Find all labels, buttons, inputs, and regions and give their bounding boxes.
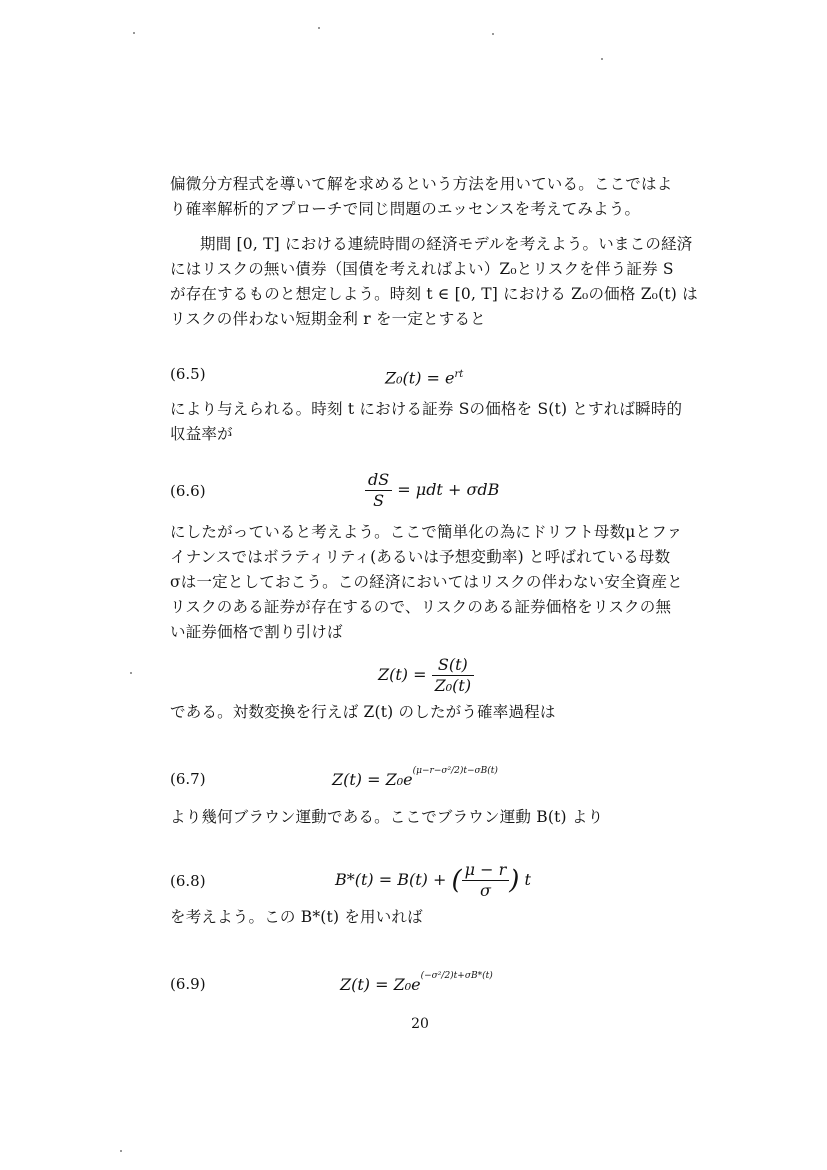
equation-6-6 — [170, 470, 690, 510]
text-line: 期間 [0, T] における連続時間の経済モデルを考えよう。いまこの経済 — [200, 235, 693, 253]
equation-6-8 — [170, 860, 690, 900]
scan-speck — [133, 32, 135, 34]
scan-speck — [130, 672, 132, 674]
text-line: により与えられる。時刻 t における証券 Sの価格を S(t) とすれば瞬時的 — [170, 400, 683, 418]
equation-6-5 — [170, 355, 690, 395]
fraction-denominator: S — [373, 491, 385, 510]
fraction-numerator: S(t) — [432, 655, 474, 676]
scan-speck — [318, 27, 320, 29]
paragraph-model — [170, 232, 698, 332]
scan-speck — [120, 1150, 122, 1152]
equation-lhs: Z(t) = Z₀e — [332, 770, 413, 789]
paragraph-bstar — [170, 905, 690, 930]
equation-tail: t — [524, 870, 531, 889]
fraction-numerator: μ − r — [462, 860, 510, 881]
equation-body — [385, 365, 463, 388]
equation-lhs: Z(t) = Z₀e — [340, 975, 421, 994]
text-line: にはリスクの無い債券（国債を考えればよい）Z₀とリスクを伴う証券 S — [170, 260, 674, 278]
equation-exponent: (μ−r−σ²/2)t−σB(t) — [412, 766, 498, 776]
text-line: を考えよう。この B*(t) を用いれば — [170, 908, 423, 926]
scan-speck — [492, 33, 494, 35]
equation-body — [378, 655, 474, 696]
equation-lhs: Z₀(t) = e — [385, 368, 455, 388]
fraction-numerator: dS — [365, 470, 392, 491]
text-line: 偏微分方程式を導いて解を求めるという方法を用いている。ここではよ — [170, 175, 673, 193]
equation-number: (6.7) — [170, 770, 206, 788]
text-line: り確率解析的アプローチで同じ問題のエッセンスを考えてみよう。 — [170, 200, 641, 218]
scan-speck — [601, 58, 603, 60]
equation-rhs: = μdt + σdB — [397, 480, 500, 499]
fraction — [365, 470, 392, 511]
equation-exponent: (−σ²/2)t+σB*(t) — [420, 971, 493, 981]
equation-number: (6.8) — [170, 872, 206, 890]
fraction — [462, 860, 510, 901]
paragraph-drift — [170, 520, 690, 645]
equation-6-9 — [170, 965, 690, 1005]
equation-discounted-price — [170, 655, 690, 695]
text-line: である。対数変換を行えば Z(t) のしたがう確率過程は — [170, 703, 556, 721]
paragraph-intro — [170, 172, 690, 222]
text-line: が存在するものと想定しよう。時刻 t ∈ [0, T] における Z₀の価格 Z₀(t) は — [170, 285, 698, 303]
fraction-denominator: σ — [480, 881, 491, 900]
text-line: より幾何ブラウン運動である。ここでブラウン運動 B(t) より — [170, 808, 604, 826]
text-line: σは一定としておこう。この経済においてはリスクの伴わない安全資産と — [170, 573, 683, 591]
text-line: リスクの伴わない短期金利 r を一定とすると — [170, 310, 486, 328]
equation-number: (6.5) — [170, 365, 206, 383]
text-line: イナンスではボラティリティ(あるいは予想変動率) と呼ばれている母数 — [170, 548, 671, 566]
text-line: い証券価格で割り引けば — [170, 623, 343, 641]
equation-6-7 — [170, 760, 690, 800]
paragraph-log-transform — [170, 700, 690, 725]
equation-body: B*(t) = B(t) + ( $\frac{\mu - r}{\sigma}$ ) t — [335, 860, 531, 900]
paragraph-return — [170, 397, 690, 447]
equation-number: (6.9) — [170, 975, 206, 993]
text-line: リスクのある証券が存在するので、リスクのある証券価格をリスクの無 — [170, 598, 672, 616]
page-number: 20 — [411, 1016, 429, 1032]
text-line: 収益率が — [170, 425, 233, 443]
equation-lhs: B*(t) = B(t) + — [335, 870, 447, 889]
fraction-denominator: Z₀(t) — [434, 676, 472, 695]
fraction — [432, 655, 474, 696]
equation-exponent: rt — [454, 369, 464, 380]
paragraph-geometric-bm — [170, 805, 690, 830]
equation-body — [332, 766, 498, 793]
equation-body — [365, 470, 499, 511]
text-line: にしたがっていると考えよう。ここで簡単化の為にドリフト母数μとファ — [170, 523, 683, 541]
equation-lhs: Z(t) = — [378, 665, 427, 684]
equation-number: (6.6) — [170, 482, 206, 500]
equation-body — [340, 971, 493, 998]
